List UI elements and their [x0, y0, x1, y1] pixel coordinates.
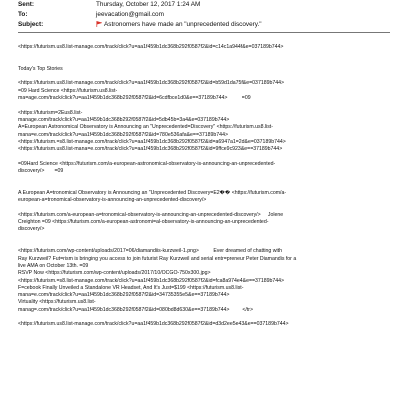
header-divider — [18, 32, 390, 33]
blank-line — [18, 241, 390, 248]
sent-row — [18, 0, 393, 10]
email-body — [18, 44, 390, 329]
to-value: jeevacation@gmail.com — [96, 11, 164, 18]
body-line: <https://futurism.com/a-european-a=tronomical-observatory-is-announcing-an-unprecedented-discovery/> Jolene — [18, 211, 284, 218]
sent-label: Sent: — [18, 1, 34, 8]
body-line: <https://futurism.us8.list-manage.com/track/click?u=aa1f459b1dc368b292f0587f2&id=c14c1a944f&e=037189b744> — [18, 44, 284, 50]
flag-icon — [96, 21, 102, 27]
blank-line — [18, 153, 390, 160]
body-line: F=cebook Finally Unveiled a Standalone VR Headset, And It's Just=$199 <https://futurism.us8.list- — [18, 284, 244, 291]
body-line: Ray Kurzweil? Fut=rism is bringing you access to join futurist Ray Kurzweil and serial entr=preneur Peter Diamandis for a — [18, 255, 297, 262]
subject-value: Astronomers have made an "unprecedented discovery." — [104, 21, 262, 28]
body-line: <https://futurism=2Eus8.list- — [18, 109, 83, 116]
blank-line — [18, 102, 390, 109]
body-line: discovery/> — [18, 226, 45, 233]
subject-label: Subject: — [18, 21, 44, 28]
blank-line — [18, 314, 390, 321]
blank-line — [18, 51, 390, 58]
to-row — [18, 10, 393, 20]
blank-line — [18, 59, 390, 66]
body-line: <https://futurism.us8.list-mana=e.com/track/click?u=aa1f459b1dc368b292f0587f2&id=9ffce9c923&e==37189b744> — [18, 146, 283, 153]
body-line: manage.com/track/click?u=aa1f459b1dc368b292f0587f2&id=5db45b=3a4&e=037189b744> — [18, 116, 230, 123]
body-line: <https://futurism.=s8.list-manage.com/track/click?u=aa1f459b1dc368b292f0587f2&id=a6947a1=2d&e=037189b744> — [18, 138, 286, 145]
blank-line — [18, 205, 390, 212]
body-line: mana=e.com/track/click?u=aa1f459b1dc368b292f0587f2&id=34735355e5&e==37189b744> — [18, 292, 230, 299]
email-header — [18, 0, 393, 30]
body-line: =09 Hard Science <https://futurism.us8.list- — [18, 87, 118, 94]
body-line: A=European Astronomical Observatory is Announcing an "Unprecedented=Discovery" <https://futurism.us8.list- — [18, 124, 273, 131]
body-line: <https://futurism.us8.list-manage.com/track/click?u=aa1f459b1dc368b292f0587f2&id=d3d2ee5e43&e==037189b744> — [18, 321, 289, 328]
body-line: RSVP Now <https://futurism.com/wp-content/uploads/2017/10/OCGO-750x300.jpg> — [18, 270, 211, 277]
body-line: <https://futurism.com/wp-content/uploads/2017=06/diamandiis-kurzweil-1.png> Ever dreamed of chatting with — [18, 248, 282, 255]
body-line: mana=e.com/track/click?u=aa1f459b1dc368b292f0587f2&id=780e536afa&e==37189b744> — [18, 131, 228, 138]
body-line: A European A=tronomical Observatory is Announcing an "Unprecedented Discovery=E2�� <https://futurism.com/a- — [18, 189, 287, 196]
body-line: <https://futurism.us8.list-manage.com/track/click?u=aa1f459b1dc368b292f0587f2&id=b59d1da75f&e=037189b744> — [18, 80, 285, 87]
sent-value: Thursday, October 12, 2017 1:24 AM — [96, 1, 201, 8]
body-line: manag=.com/track/click?u=aa1f459b1dc368b292f0587f2&id=080bd8d630&e==37189b744> </tr> — [18, 306, 254, 313]
body-line: live AMA on October 13th. =09 — [18, 262, 89, 269]
body-line: Today's Top Stories — [18, 65, 63, 72]
body-line: ma=age.com/track/click?u=aa1f459b1dc368b292f0587f2&id=6cdfbce1d0&e==37189b744> =09 — [18, 95, 251, 102]
blank-line — [18, 183, 390, 190]
subject-value-wrap — [96, 20, 262, 30]
body-line: =09Hard Science <https://futurism.com/a-european-astronomical-observatory-is-announcing-an-unprecedented- — [18, 160, 276, 167]
blank-line — [18, 175, 390, 182]
body-line: Creighton =09 <https://futurism.com/a-european-astronomi=al-observatory-is-announcing-an-unprecedented- — [18, 219, 269, 226]
body-line: european-a=tronomical-observatory-is-announcing-an-unprecedented-discovery/> — [18, 197, 207, 204]
blank-line — [18, 234, 390, 241]
blank-line — [18, 73, 390, 80]
body-line: discovery/> =09 — [18, 168, 64, 175]
body-line: Virtuality <https://futurism.us8.list- — [18, 299, 96, 306]
body-line: <https://futurism.=s8.list-manage.com/track/click?u=aa1f459b1dc368b292f0587f2&id=fca8a974e4&e==37189b744> — [18, 277, 285, 284]
to-label: To: — [18, 11, 28, 18]
subject-row — [18, 20, 393, 30]
